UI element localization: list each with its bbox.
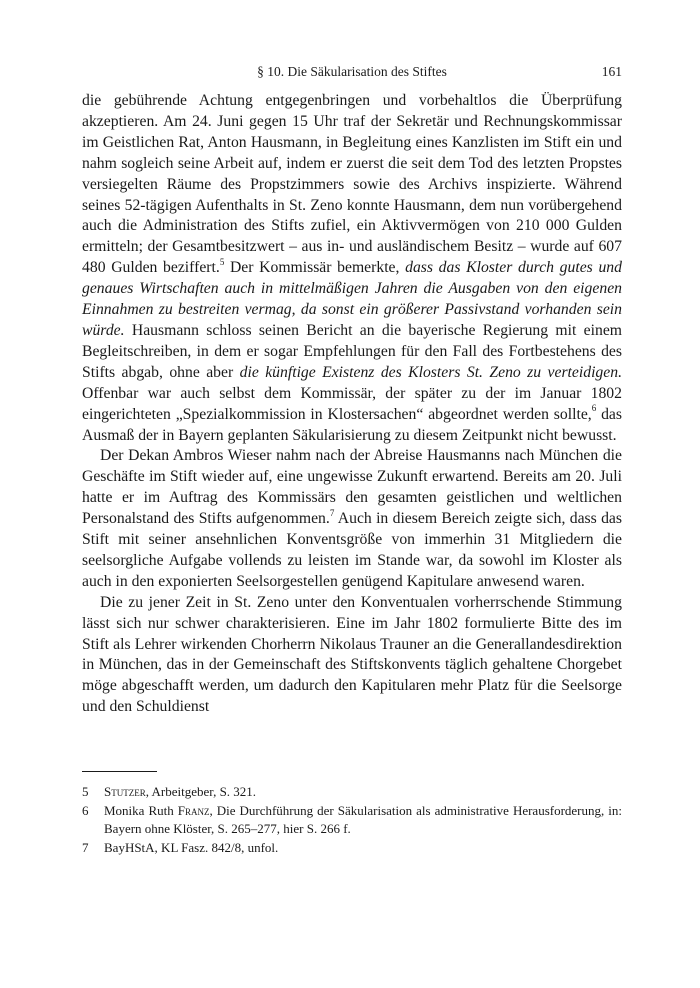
text-run: Der Kommissär bemerkte, [224,259,406,277]
text-run: die gebührende Achtung entgegenbringen und vorbehaltlos die Überprüfung akzeptieren. Am 24. Juni gegen 15 Uhr traf der Sekretär und Rechnungskommissar im Geistlichen Rat, Anton Hausmann, in Begleitung eines Kanzlisten im Stift ein und nahm sogleich seine Arbeit auf, indem er zuerst die seit dem Tod des letzten Propstes versiegelten Räume des Propstzimmers sowie des Archivs inspizierte. Während seines 52-tägigen Aufenthalts in St. Zeno konnte Hausmann, dem nun vorübergehend auch die Administration des Stifts zufiel, ein Aktivvermögen von 210 000 Gulden ermitteln; der Gesamtbesitzwert – aus in- und ausländischem Besitz – wurde auf 607 480 Gulden beziffert. [82,92,622,277]
footnote-text: BayHStA, KL Fasz. 842/8, unfol. [104,840,279,855]
footnote-author: Stutzer [104,784,146,799]
footnotes [82,783,622,858]
footnote-ref: 5 [219,257,225,268]
paragraph [82,91,622,446]
footnote-author: Franz [177,803,210,818]
running-title: § 10. Die Säkularisation des Stiftes [257,64,447,79]
footnote [82,839,622,857]
text-run: das Ausmaß der in Bayern geplanten Säkularisierung zu diesem Zeitpunkt nicht bewusst. [82,405,623,444]
text-run: Offenbar war auch selbst dem Kommissär, der später zu der im Januar 1802 eingerichteten „Spezialkommission in Klostersachen“ abgeordnet werden sollte, [82,384,622,423]
footnote-number: 7 [82,840,89,855]
text-run: Der Dekan Ambros Wieser nahm nach der Abreise Hausmanns nach München die Geschäfte im Stift wieder auf, eine ungewisse Zukunft erwartend. Bereits am 20. Juli hatte er im Auftrag des Kommissärs den gesamten geistlichen und weltlichen Personalstand des Stifts aufgenommen. [82,447,622,528]
italic-quote: dass das Kloster durch gutes und genaues Wirtschaften auch in mittelmäßigen Jahren die Ausgaben von den eigenen Einnahmen zu bestreiten vermag, da sonst ein größerer Passivstand vorhanden sein würde. [82,259,622,339]
running-header [82,62,622,82]
footnote-ref: 7 [329,508,335,518]
footnote-separator [82,771,157,772]
paragraph [82,593,622,718]
footnote-text: Monika Ruth [104,803,178,818]
footnote [82,783,622,801]
footnote-text: , Arbeitgeber, S. 321. [145,784,257,799]
footnote-number: 5 [82,784,89,799]
paragraph [82,446,622,592]
text-run: Die zu jener Zeit in St. Zeno unter den Konventualen vorherrschende Stimmung lässt sich nur schwer charakterisieren. Eine im Jahr 1802 formulierte Bitte des im Stift als Lehrer wirkenden Chorherrn Nikolaus Trauner an die Generallandesdirektion in München, das in der Gemeinschaft des Stiftskonvents täglich gehaltene Chorgebet möge abgeschafft werden, um dadurch den Kapitularen mehr Platz für die Seelsorge und den Schuldienst [82,593,622,716]
main-text [82,91,622,718]
text-run: Auch in diesem Bereich zeigte sich, dass das Stift mit seiner ansehnlichen Konventsgröße von immerhin 31 Mitgliedern die seelsorgliche Aufgabe vollends zu leisten im Stande war, da sowohl im Kloster als auch in den exponierten Seelsorgestellen genügend Kapitulare anwesend waren. [82,510,622,590]
italic-quote: die künftige Existenz des Klosters St. Zeno zu verteidigen. [239,363,622,381]
text-run: Hausmann schloss seinen Bericht an die bayerische Regierung mit einem Begleitschreiben, in dem er sogar Empfehlungen für den Fall des Fortbestehens des Stifts abgab, ohne aber [82,321,622,381]
page-number: 161 [601,64,622,79]
footnote-number: 6 [82,803,89,818]
footnote [82,802,622,838]
footnote-text: , Die Durchführung der Säkularisation als administrative Herausforderung, in: Bayern ohne Klöster, S. 265–277, hier S. 266 f. [104,803,622,836]
footnote-ref: 6 [591,403,597,414]
